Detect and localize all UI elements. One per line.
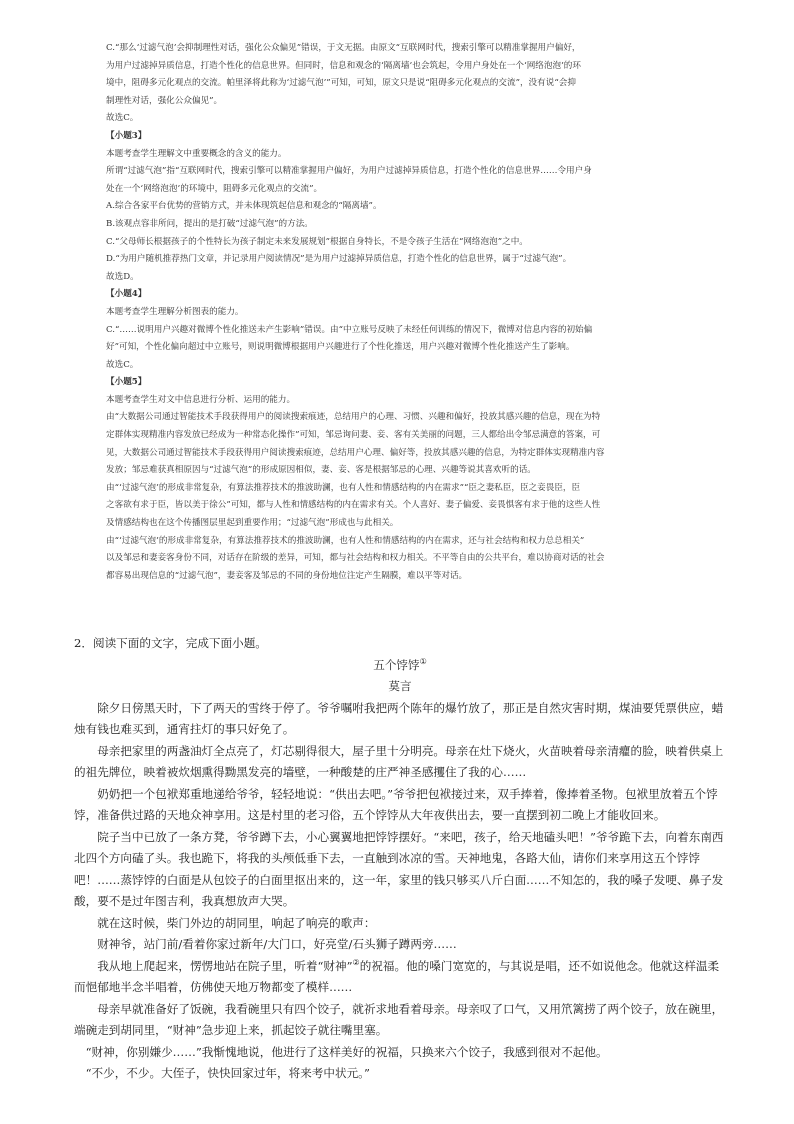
text-line: C.“那么‘过滤气泡’会抑制理性对话，强化公众偏见”错误，于文无据。由原文“互联网时代，搜索引擎可以精准掌握用户偏好， [106,43,581,53]
text-line: 制理性对话，强化公众偏见”。 [106,95,223,106]
text-line: 定群体实现精准内容发放已经成为一种常态化操作”可知，邹忌询问妻、妾、客有关美丽的问题，三人都给出令邹忌满意的答案，可 [106,430,601,441]
footnote-marker-2: ② [352,957,360,967]
text-line: C.“父母师长根据孩子的个性特长为孩子制定未来发展规划”根据自身特长，不是令孩子生活在“网络泡泡”之中。 [106,236,528,247]
paragraph-3: 奶奶把一个包袱郑重地递给爷爷，轻轻地说：“供出去吧。”爷爷把包袱接过来，双手捧着，像捧着圣物。包袱里放着五个饽饽，准备供过路的天地众神享用。这是村里的老习俗，五个饽饽从大年夜供出去，要一直摆到初二晚上才能收回来。 [74,786,718,822]
text-line: 故选C。 [106,113,139,124]
text-line: 境中，阻碍多元化观点的交流。帕里泽将此称为‘过滤气泡’”可知，可知，原文只是说“阻碍多元化观点的交流”，没有说“会抑 [106,78,576,89]
text-line: 见，大数据公司通过智能技术手段获得用户阅读搜索痕迹，总结用户心理、偏好等，投放其感兴趣的信息，为特定群体实现精准内容 [106,447,605,458]
paragraph-8: 母亲早就准备好了饭碗，我看碗里只有四个饺子，就祈求地看着母亲。母亲叹了口气，又用笊篱捞了两个饺子，放在碗里，端碗走到胡同里，“财神”急步迎上来，抓起饺子就往嘴里塞。 [74,1001,724,1037]
title-footnote-marker: ① [419,656,427,666]
paragraph-7-part-a: 我从地上爬起来，愣愣地站在院子里，听着“财神” [97,958,353,973]
text-line: 都容易出现信息的“过滤气泡”，妻妾客及邹忌的不同的身份地位注定产生隔膜，难以平等对话。 [106,570,468,581]
text-line: 由“‘过滤气泡’的形成非常复杂，有算法推荐技术的推波助澜，也有人性和情感结构的内在需求”“臣之妻私臣，臣之妾畏臣，臣 [106,482,581,493]
text-line: B.该观点容非所问，提出的是打破“过滤气泡”的方法。 [106,218,313,229]
text-line: 本题考查学生对文中信息进行分析、运用的能力。 [106,394,296,405]
paragraph-4: 院子当中已放了一条方凳，爷爷蹲下去，小心翼翼地把饽饽摆好。“来吧，孩子，给天地磕头吧！”爷爷跪下去，向着东南西北四个方向磕了头。我也跪下，将我的头颅低垂下去，一直触到冰凉的雪。天神地鬼，各路大仙，请你们来享用这五个饽饽吧！……蒸饽饽的白面是从包饺子的白面里抠出来的，这一年，家里的钱只够买八斤白面……不知怎的，我的嗓子发哽、鼻子发酸，要不是过年图吉利，我真想放声大哭。 [74,829,724,908]
paragraph-1: 除夕日傍黑天时，下了两天的雪终于停了。爷爷嘱咐我把两个陈年的爆竹放了，那正是自然灾害时期，煤油要凭票供应，蜡烛有钱也难买到，通宵拄灯的事只好免了。 [74,700,724,736]
text-line: 本题考查学生理解文中重要概念的含义的能力。 [106,148,287,159]
reading-passage [74,633,726,1085]
text-line: 由“‘过滤气泡’的形成非常复杂，有算法推荐技术的推波助澜，也有人性和情感结构的内在需求，还与社会结构和权力总总相关” [106,535,585,546]
text-line: 好”可知，个性化偏向超过中立账号，则说明微博根据用户兴趣进行了个性化推送，用户兴趣对微博个性化推送产生了影响。 [106,342,575,353]
text-line: 本题考查学生理解分析图表的能力。 [106,306,244,317]
title-text: 五个饽饽 [373,657,420,672]
subquestion-heading-4: 【小题4】 [106,289,147,300]
paragraph-5: 就在这时候，柴门外边的胡同里，响起了响亮的歌声： [97,915,376,930]
song-lyrics: 财神爷，站门前/看着你家过新年/大门口，好亮堂/石头狮子蹲两旁…… [97,937,457,951]
text-line: 之客欲有求于臣，皆以美于徐公”可知，都与人性和情感结构的内在需求有关。个人喜好、妻子偏爱、妾畏惧客有求于他的这些人性 [106,500,601,511]
text-line: 故选D。 [106,271,139,282]
text-line: 发放；邹忌难获真相原因与“过滤气泡”的形成原因相似，妻、妾、客是根据邹忌的心理、兴趣等说其喜欢听的话。 [106,465,536,476]
question-prompt: 2．阅读下面的文字，完成下面小题。 [74,636,267,650]
text-line: 由“大数据公司通过智能技术手段获得用户的阅读搜索痕迹，总结用户的心理、习惯、兴趣和偏好，投放其感兴趣的信息，现在为特 [106,412,601,423]
text-line: 故选C。 [106,359,139,370]
text-line: 为用户过滤掉异质信息，打造个性化的信息世界。但同时，信息和观念的‘隔离墙’也会筑起，令用户身处在一个‘网络泡泡’的环 [106,60,581,71]
text-line: 处在一个‘网络泡泡’的环境中，阻碍多元化观点的交流”。 [106,183,323,194]
subquestion-heading-3: 【小题3】 [106,130,147,141]
text-line: 所谓“过滤气泡”指“互联网时代，搜索引擎可以精准掌握用户偏好，为用户过滤掉异质信息，打造个性化的信息世界……令用户身 [106,166,592,177]
paragraph-2: 母亲把家里的两盏油灯全点亮了，灯芯剔得很大，屋子里十分明亮。母亲在灶下烧火，火苗映着母亲清癯的脸，映着供桌上的祖先牌位，映着被炊烟熏得黝黑发亮的墙壁，一种酸楚的庄严神圣感攫住了我的心…… [74,743,724,779]
subquestion-heading-5: 【小题5】 [106,377,147,388]
paragraph-9: “财神，你别嫌少……”我惭愧地说，他进行了这样美好的祝福，只换来六个饺子，我感到很对不起他。 [85,1044,608,1059]
text-line: D.“为用户随机推荐热门文章，并记录用户阅读情况”是为用户过滤掉异质信息，打造个性化的信息世界，属于“过滤气泡”。 [106,254,572,265]
text-line: C.“……说明用户兴趣对微博个性化推送未产生影响”错误。由“中立账号反映了未经任何训练的情况下，微博对信息内容的初始偏 [106,324,593,335]
paragraph-7-part-b: 的祝福。他的嗓门宽宽的，与其说是唱，还不如说他念。他就这样温柔而悒郁地半念半唱着，仿佛使天地万物都变了模样…… [74,958,720,994]
text-line: 及情感结构也在这个传播图层里起到重要作用；“过滤气泡”形成也与此相关。 [106,518,399,529]
answer-section [106,40,702,585]
text-line: A.综合各家平台优势的营销方式，并未体现筑起信息和观念的“隔离墙”。 [106,201,382,212]
passage-author: 莫言 [388,679,412,693]
paragraph-7 [74,956,726,999]
paragraph-10: “不少，不少。大侄子，快快回家过年，将来考中状元。” [85,1066,370,1080]
text-line: 以及邹忌和妻妾客身份不同，对话存在阶级的差异，可知，都与社会结构和权力相关。不平等自由的公共平台，难以协商对话的社会 [106,553,605,564]
passage-title [74,655,726,677]
